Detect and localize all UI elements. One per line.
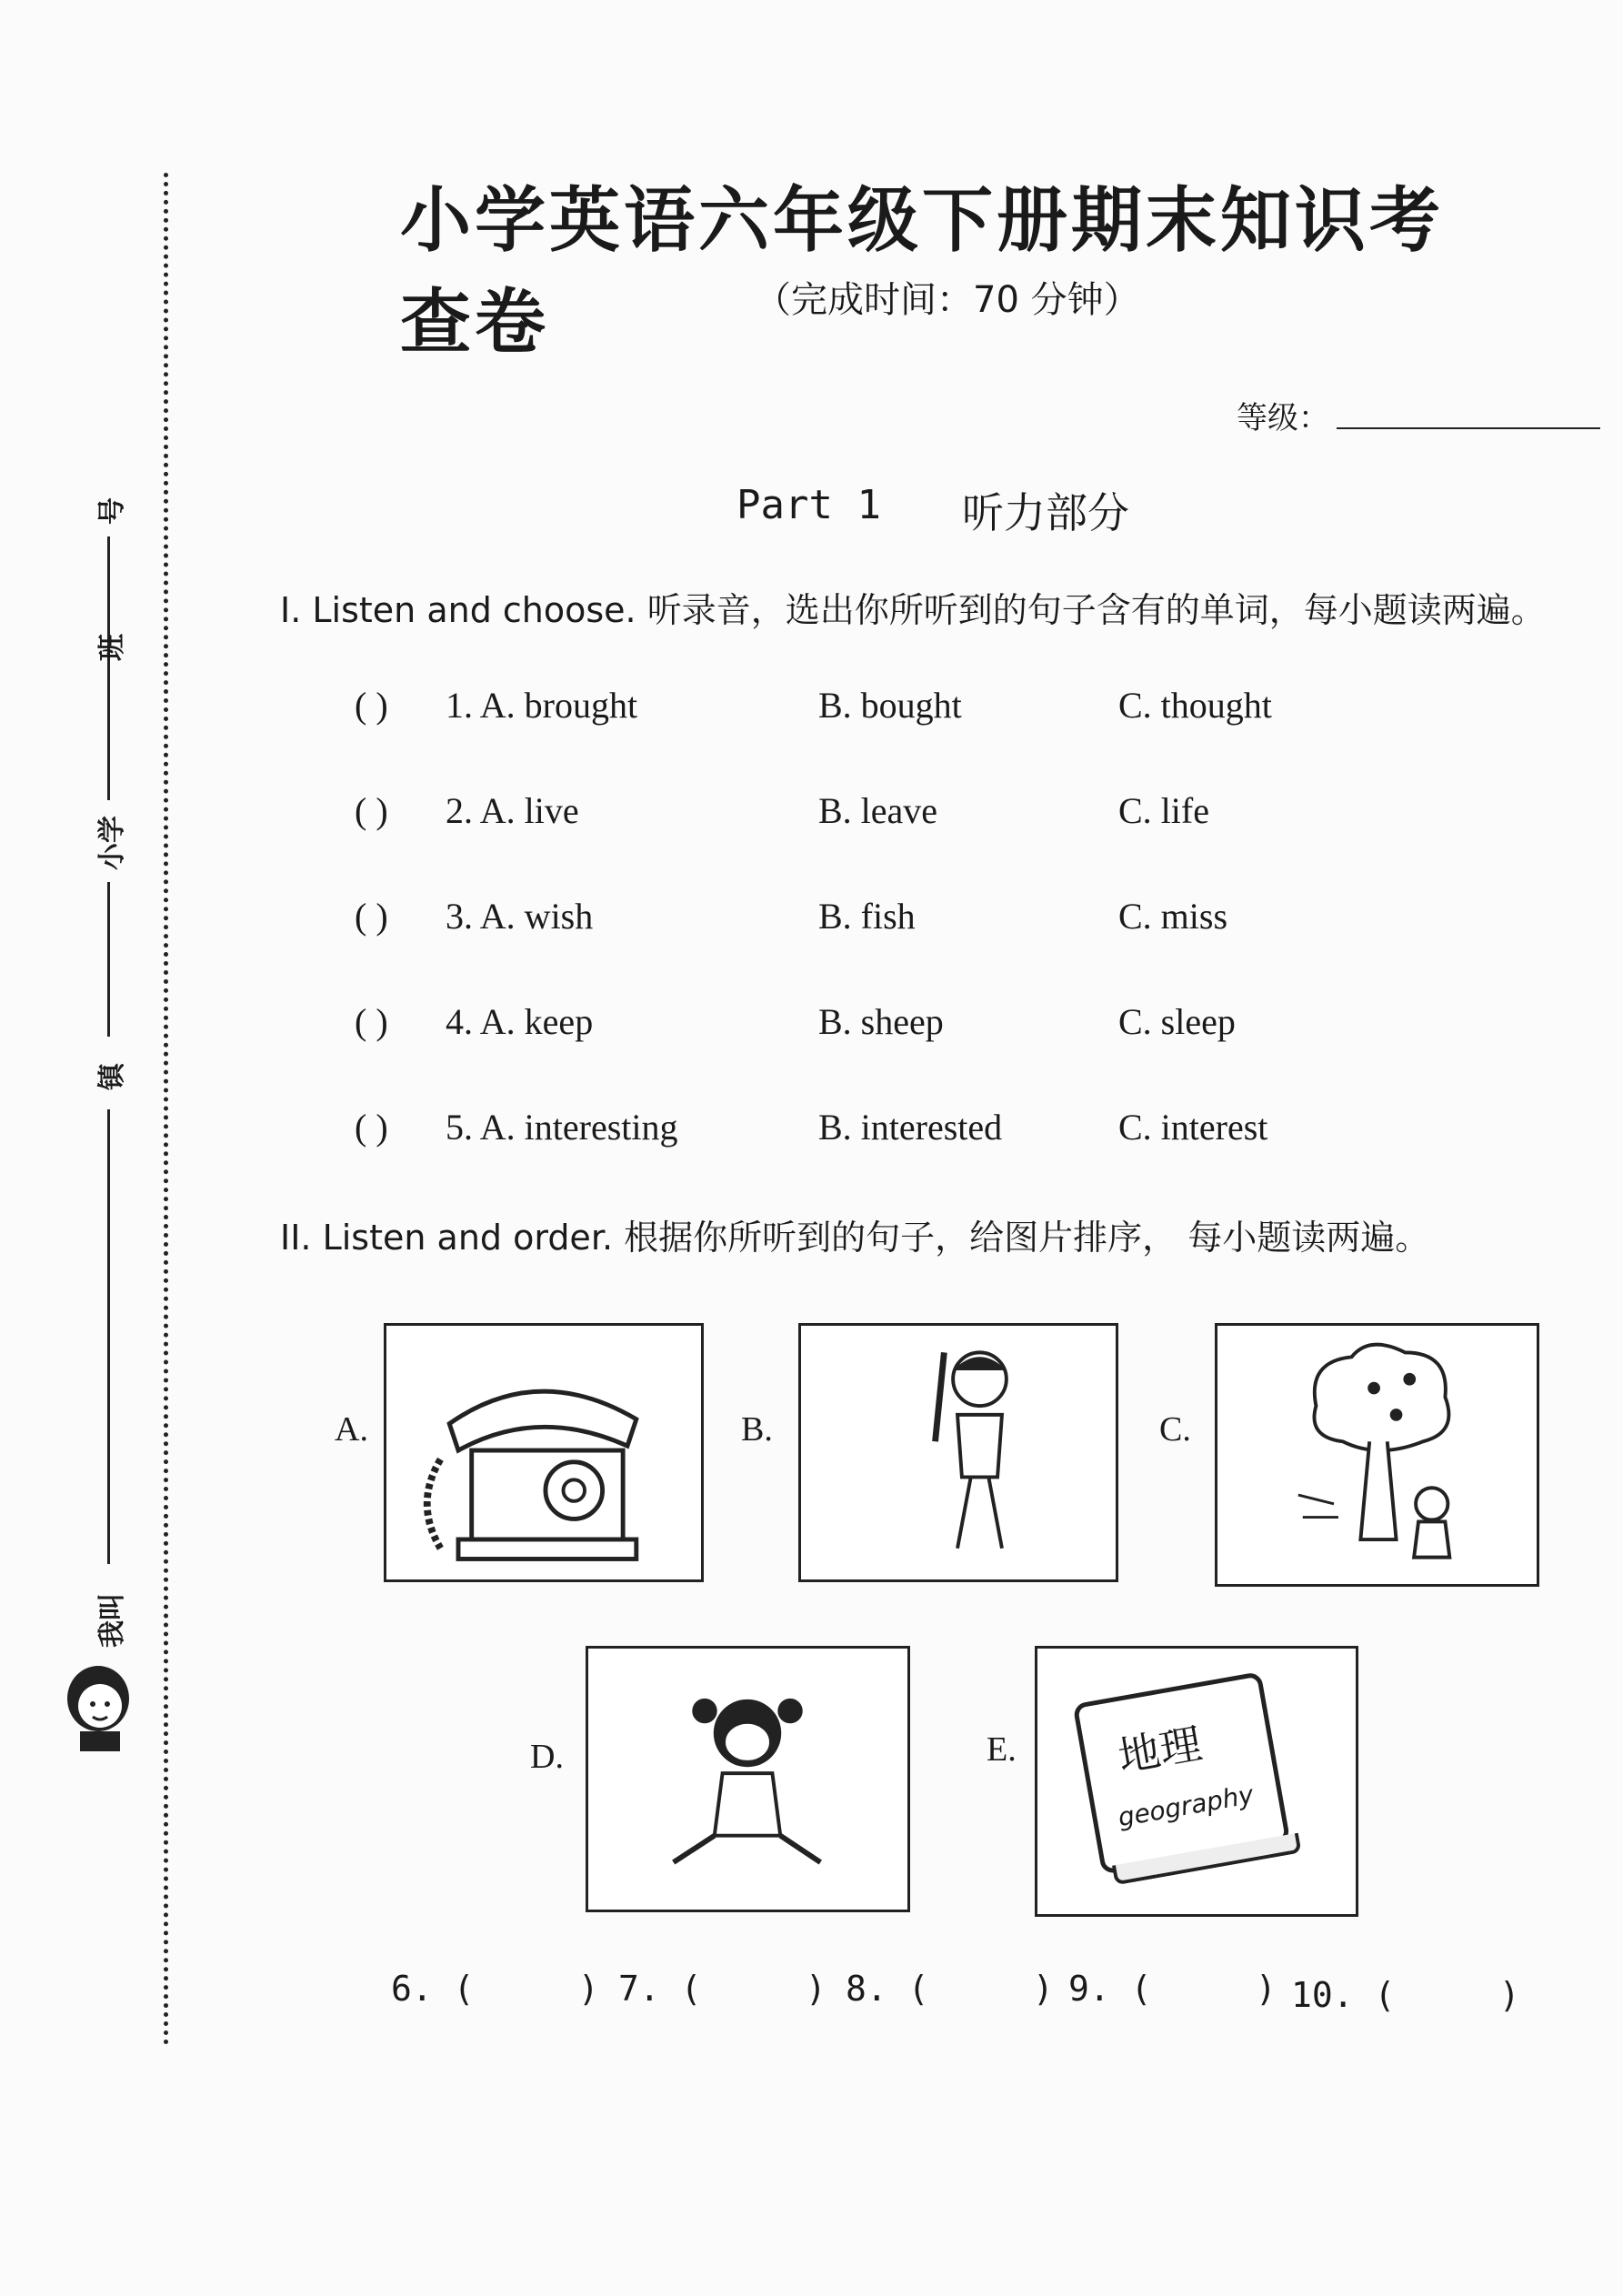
- town-label: 镇: [96, 1063, 128, 1090]
- apple-tree-icon: [1217, 1326, 1537, 1584]
- picture-d-label: D.: [530, 1738, 564, 1776]
- baseball-player-icon: [801, 1326, 1116, 1579]
- option-a: 3. A. wish: [446, 896, 594, 937]
- question-row: [355, 684, 1537, 738]
- number-label: 号: [96, 497, 128, 525]
- option-c: C. sleep: [1118, 1001, 1236, 1042]
- part-name: 听力部分: [962, 488, 1129, 537]
- geography-book-icon: [1073, 1669, 1312, 1893]
- option-a: 1. A. brought: [446, 685, 638, 726]
- part-label: Part 1: [736, 482, 881, 528]
- name-blank[interactable]: [107, 1109, 110, 1564]
- book-title-cn: 地理: [1114, 1719, 1206, 1782]
- class-blank[interactable]: [107, 682, 110, 800]
- name-label: 我叫: [96, 1593, 128, 1648]
- picture-a-label: A.: [335, 1410, 368, 1449]
- binding-dotted-line: [164, 173, 168, 2046]
- answer-paren[interactable]: ( ): [355, 685, 388, 726]
- option-a: 2. A. live: [446, 790, 579, 831]
- question-row: [355, 1106, 1537, 1160]
- picture-b: [798, 1323, 1118, 1582]
- option-a: 5. A. interesting: [446, 1107, 678, 1148]
- answer-10[interactable]: 10. ( ): [1291, 1975, 1520, 2015]
- option-b: B. leave: [818, 790, 938, 831]
- answer-paren[interactable]: ( ): [355, 1107, 388, 1148]
- answer-paren[interactable]: ( ): [355, 896, 388, 937]
- question-row: [355, 1000, 1537, 1055]
- answer-6[interactable]: 6. ( ): [391, 1969, 599, 2009]
- answer-paren[interactable]: ( ): [355, 1001, 388, 1042]
- picture-d: [586, 1646, 910, 1912]
- answer-7[interactable]: 7. ( ): [618, 1969, 827, 2009]
- option-c: C. interest: [1118, 1107, 1268, 1148]
- option-b: B. sheep: [818, 1001, 944, 1042]
- option-c: C. life: [1118, 790, 1209, 831]
- section1-instruction: I. Listen and choose. 听录音，选出你所听到的句子含有的单词，每小题读两遍。: [280, 590, 1546, 630]
- page-title: 小学英语六年级下册期末知识考查卷: [400, 179, 1445, 364]
- student-avatar-icon: [53, 1655, 144, 1755]
- picture-e: [1035, 1646, 1358, 1917]
- answer-9[interactable]: 9. ( ): [1068, 1969, 1277, 2009]
- grade-blank[interactable]: [1337, 427, 1600, 429]
- question-row: [355, 789, 1537, 844]
- picture-a: [384, 1323, 704, 1582]
- question-row: [355, 895, 1537, 949]
- telephone-icon: [386, 1326, 701, 1579]
- picture-c: [1215, 1323, 1539, 1587]
- school-label: 小学: [96, 816, 128, 870]
- time-limit: （完成时间：70 分钟）: [755, 279, 1140, 321]
- picture-c-label: C.: [1159, 1410, 1191, 1449]
- answer-paren[interactable]: ( ): [355, 790, 388, 831]
- answer-8[interactable]: 8. ( ): [846, 1969, 1054, 2009]
- option-c: C. thought: [1118, 685, 1272, 726]
- class-label: 班: [96, 634, 128, 661]
- option-c: C. miss: [1118, 896, 1228, 937]
- option-b: B. fish: [818, 896, 916, 937]
- picture-e-label: E.: [987, 1730, 1017, 1769]
- grade-label: 等级：: [1237, 400, 1329, 436]
- option-b: B. interested: [818, 1107, 1003, 1148]
- option-b: B. bought: [818, 685, 962, 726]
- picture-b-label: B.: [741, 1410, 773, 1449]
- option-a: 4. A. keep: [446, 1001, 594, 1042]
- crying-girl-icon: [588, 1649, 907, 1910]
- book-title-en: geography: [1116, 1779, 1257, 1833]
- section2-instruction: II. Listen and order. 根据你所听到的句子，给图片排序， 每小题读两遍。: [280, 1218, 1430, 1258]
- school-blank[interactable]: [107, 882, 110, 1037]
